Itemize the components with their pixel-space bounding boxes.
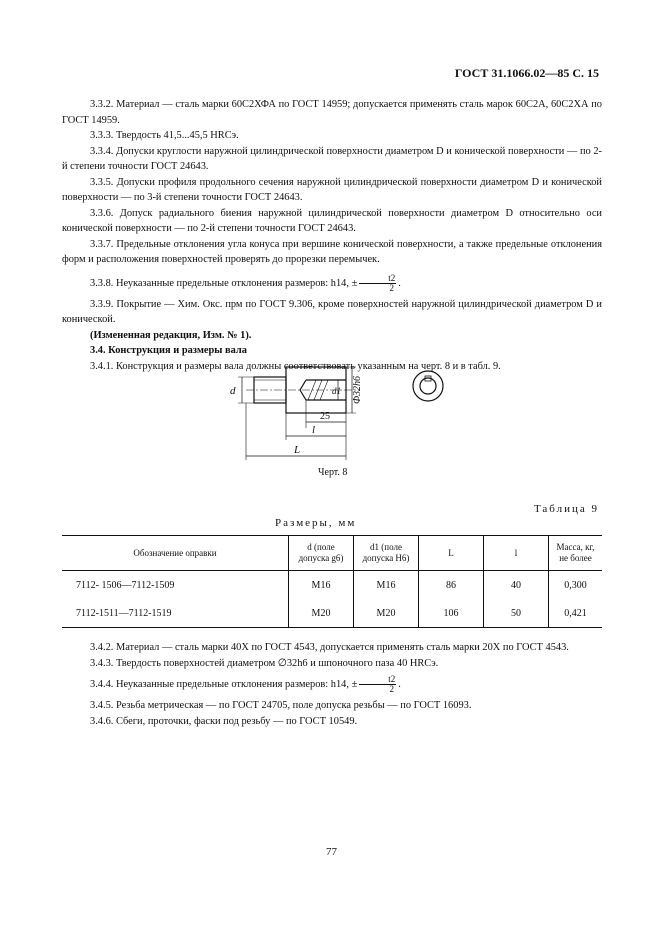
para-3-4-4-text: 3.4.4. Неуказанные предельные отклонения размеров: h14, ± bbox=[90, 678, 358, 690]
cell-d: M16 bbox=[289, 571, 354, 600]
table-header-row bbox=[62, 536, 602, 571]
para-3-3-9: 3.3.9. Покрытие — Хим. Окс. прм по ГОСТ 9.306, кроме поверхностей наружной цилиндрической диаметром D и конической. bbox=[62, 298, 602, 325]
cell-d1: M16 bbox=[354, 571, 419, 600]
section-3-4-text bbox=[62, 640, 602, 729]
cell-l: 40 bbox=[484, 571, 549, 600]
label-l: l bbox=[312, 424, 316, 436]
fraction-numerator: t2 bbox=[359, 274, 396, 284]
fraction-denominator: 2 bbox=[389, 684, 395, 694]
cell-L: 106 bbox=[419, 599, 484, 628]
fraction-numerator: t2 bbox=[359, 675, 396, 685]
para-3-4-6: 3.4.6. Сбеги, проточки, фаски под резьбу — по ГОСТ 10549. bbox=[90, 715, 358, 727]
table-row bbox=[62, 571, 602, 600]
para-3-4-1: 3.4.1. Конструкция и размеры вала должны соответствовать указанным на черт. 8 и в табл. 9. bbox=[90, 360, 501, 372]
para-3-3-6: 3.3.6. Допуск радиального биения наружной цилиндрической поверхности диаметром D относительно оси конической поверхности — по 2-й степени точности ГОСТ 24643. bbox=[62, 207, 602, 234]
para-3-4-3: 3.4.3. Твердость поверхностей диаметром ∅32h6 и шпоночного паза 40 HRCэ. bbox=[90, 657, 439, 669]
label-L: L bbox=[294, 444, 301, 456]
cell-designation: 7112- 1506—7112-1509 bbox=[76, 579, 175, 591]
para-3-4-5: 3.4.5. Резьба метрическая — по ГОСТ 24705, поле допуска резьбы — по ГОСТ 16093. bbox=[90, 700, 472, 711]
page-number: 77 bbox=[326, 846, 337, 858]
cell-mass: 0,421 bbox=[549, 599, 603, 628]
cell-d: M20 bbox=[289, 599, 354, 628]
fraction-denominator: 2 bbox=[389, 282, 395, 293]
para-3-3-7: 3.3.7. Предельные отклонения угла конуса при вершине конической поверхности, а также предельные отклонения форм и расположения поверхностей проверять до прорезки перемычек. bbox=[62, 238, 602, 265]
table-caption: Таблица 9 bbox=[533, 503, 599, 515]
cell-d1: M20 bbox=[354, 599, 419, 628]
label-phi32h6: Ф32h6 bbox=[352, 375, 363, 404]
label-25: 25 bbox=[320, 411, 330, 422]
col-header-mass: Масса, кг, не более bbox=[549, 536, 603, 571]
label-d1: d1 bbox=[332, 386, 341, 396]
para-3-4-2: 3.4.2. Материал — сталь марки 40Х по ГОСТ 4543, допускается применять сталь марки 20Х по ГОСТ 4543. bbox=[90, 642, 569, 653]
cell-L: 86 bbox=[419, 571, 484, 600]
tolerance-fraction bbox=[359, 675, 396, 694]
para-3-4-4: 3.4.4. Неуказанные предельные отклонения размеров: h14, ± $\frac{t2}{2}$ . bbox=[90, 674, 401, 694]
figure-caption: Черт. 8 bbox=[318, 467, 348, 478]
cell-designation: 7112-1511—7112-1519 bbox=[62, 599, 289, 628]
page-header: ГОСТ 31.1066.02—85 С. 15 bbox=[454, 66, 599, 80]
para-3-3-4: 3.3.4. Допуски круглости наружной цилиндрической поверхности диаметром D и конической поверхности — по 2-й степени точности ГОСТ 24643. bbox=[62, 145, 602, 172]
col-header-d1: d1 (поле допуска H6) bbox=[354, 536, 419, 571]
para-3-3-5: 3.3.5. Допуски профиля продольного сечения наружной цилиндрической поверхности диаметром D и конической поверхности — по 3-й степени точности ГОСТ 24643. bbox=[62, 176, 602, 203]
shaft-drawing bbox=[210, 358, 450, 463]
col-header-l: l bbox=[484, 536, 549, 571]
cell-mass: 0,300 bbox=[549, 571, 603, 600]
col-header-d: d (поле допуска g6) bbox=[289, 536, 354, 571]
dimensions-table bbox=[62, 535, 602, 628]
table-subcaption: Размеры, мм bbox=[275, 517, 357, 529]
para-3-3-8: 3.3.8. Неуказанные предельные отклонения размеров: h14, ± $\frac{t2}{2}$ . bbox=[90, 272, 401, 293]
section-3-4-title: 3.4. Конструкция и размеры вала bbox=[90, 345, 247, 356]
col-header-L: L bbox=[419, 536, 484, 571]
table-row bbox=[62, 599, 602, 628]
para-3-3-2: 3.3.2. Материал — сталь марки 60С2ХФА по ГОСТ 14959; допускается применять сталь марок 60С2А, 60С2ХА по ГОСТ 14959. bbox=[62, 99, 602, 126]
label-d: d bbox=[230, 385, 236, 397]
para-3-3-3: 3.3.3. Твердость 41,5...45,5 HRCэ. bbox=[90, 130, 239, 141]
edit-note: (Измененная редакция, Изм. № 1). bbox=[90, 329, 252, 341]
tolerance-fraction bbox=[359, 274, 396, 293]
col-header-designation: Обозначение оправки bbox=[62, 536, 289, 571]
cell-l: 50 bbox=[484, 599, 549, 628]
para-3-3-8-text: 3.3.8. Неуказанные предельные отклонения размеров: h14, ± bbox=[90, 277, 358, 289]
section-3-3-text bbox=[62, 97, 602, 374]
